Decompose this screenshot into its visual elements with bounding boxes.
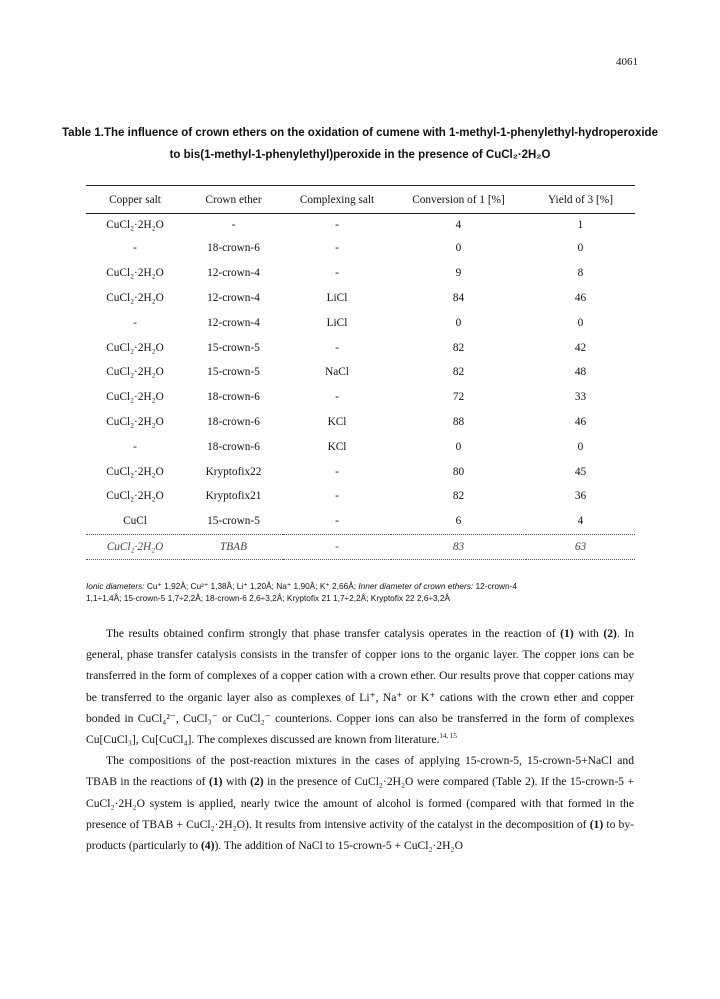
- cell-copper-salt: -: [133, 242, 137, 255]
- cell-conversion: 9: [455, 267, 462, 280]
- page-number: 4061: [616, 56, 638, 68]
- footnote-line-1: [86, 580, 646, 592]
- cell-yield: 1: [577, 219, 584, 231]
- table-row: [86, 236, 635, 261]
- compound-ref: (2): [250, 775, 264, 789]
- cell-conversion: 0: [455, 242, 462, 255]
- cell-conversion: 80: [452, 465, 465, 478]
- cell-yield: 0: [577, 440, 584, 453]
- footnote-inner-values: 12-crown-4: [473, 581, 517, 591]
- cell-copper-salt: -: [133, 440, 137, 453]
- table-row: [86, 261, 635, 286]
- paragraph-2: [86, 750, 634, 856]
- text-run: with: [573, 627, 604, 640]
- table-row: [86, 286, 635, 311]
- table-header-row: [86, 186, 635, 214]
- cell-yield: 46: [574, 291, 587, 304]
- table-row: [86, 459, 635, 484]
- cell-copper-salt: -: [133, 316, 137, 329]
- table-row: [86, 410, 635, 435]
- cell-complexing-salt: -: [335, 341, 339, 354]
- cell-yield: 4: [577, 515, 584, 528]
- cell-yield: 33: [574, 391, 587, 404]
- cell-crown-ether: 15-crown-5: [207, 515, 260, 528]
- table-body: [86, 214, 635, 560]
- text-run: with: [222, 775, 251, 789]
- cell-crown-ether: Kryptofix21: [205, 490, 262, 503]
- cell-conversion: 82: [452, 366, 465, 379]
- caption-formula: CuCl₂·2H₂O: [485, 149, 551, 161]
- cell-crown-ether: Kryptofix22: [205, 465, 262, 478]
- footnote-line-2: 1,1÷1,4Å; 15-crown-5 1,7÷2,2Å; 18-crown-6 2,6÷3,2Å; Kryptofix 21 1,7÷2,2Å; Kryptofix 22 2,6÷3,2Å: [86, 593, 451, 603]
- paragraph-1: [86, 623, 634, 750]
- cell-complexing-salt: KCl: [327, 440, 347, 453]
- compound-ref: (2): [603, 627, 617, 640]
- cell-conversion: 88: [452, 415, 465, 428]
- cell-crown-ether: 18-crown-6: [207, 391, 260, 404]
- cell-crown-ether: 18-crown-6: [207, 242, 260, 255]
- table-row: [86, 214, 635, 237]
- footnote-label-ionic: Ionic diameters:: [86, 581, 145, 591]
- cell-copper-salt: CuCl₂·2H₂O: [106, 490, 164, 503]
- text-run: . In general, phase transfer catalysis consists in the transfer of copper ions to the organic layer. The copper ions can be transferred in the form of complexes of a copper cation with a crown ether. Our results prove that copper cations may be transferred to the organic layer also as complexes of Li⁺, Na⁺ or K⁺ cations with the crown ether and copper bonded in CuCl₄²⁻, CuCl₃⁻ or CuCl₂⁻ counterions. Copper ions can also be transferred in the form of complexes Cu[CuCl₃], Cu[CuCl₄]. The complexes discussed are known from literature.: [86, 627, 634, 747]
- cell-crown-ether: 18-crown-6: [207, 415, 260, 428]
- cell-yield: 0: [577, 316, 584, 329]
- cell-copper-salt: CuCl₂·2H₂O: [106, 366, 164, 379]
- cell-conversion: 83: [391, 534, 526, 560]
- cell-conversion: 82: [452, 341, 465, 354]
- cell-crown-ether: 12-crown-4: [207, 267, 260, 280]
- table-row: [86, 310, 635, 335]
- results-table: [86, 185, 635, 560]
- col-header-conversion: Conversion of 1 [%]: [391, 186, 526, 214]
- table-row: [86, 360, 635, 385]
- cell-complexing-salt: LiCl: [326, 291, 348, 304]
- cell-yield: 0: [577, 242, 584, 255]
- cell-crown-ether: 15-crown-5: [207, 341, 260, 354]
- cell-complexing-salt: -: [335, 219, 339, 231]
- citation-ref: 14, 15: [439, 732, 457, 741]
- cell-copper-salt: CuCl₂·2H₂O: [106, 415, 164, 428]
- compound-ref: (4): [200, 839, 215, 853]
- text-run: to by-products (particularly to: [86, 817, 635, 853]
- cell-yield: 8: [577, 267, 584, 280]
- cell-yield: 36: [574, 490, 587, 503]
- cell-yield: 42: [574, 341, 587, 354]
- cell-conversion: 84: [452, 291, 465, 304]
- footnote-label-inner: Inner diameter of crown ethers:: [358, 581, 474, 591]
- cell-copper-salt: CuCl₂·2H₂O: [86, 534, 184, 560]
- text-run: The compositions of the post-reaction mixtures in the cases of applying 15-crown-5, 15-crown-5+NaCl and TBAB in the reactions of: [86, 754, 634, 789]
- table-row: [86, 484, 635, 509]
- cell-yield: 46: [574, 415, 587, 428]
- cell-conversion: 0: [455, 440, 462, 453]
- cell-crown-ether: 15-crown-5: [207, 366, 260, 379]
- cell-crown-ether: 18-crown-6: [207, 440, 260, 453]
- cell-complexing-salt: -: [335, 242, 339, 255]
- table-row: [86, 509, 635, 534]
- cell-yield: 45: [574, 465, 587, 478]
- cell-complexing-salt: -: [335, 490, 339, 503]
- cell-conversion: 4: [455, 219, 462, 231]
- compound-ref: (1): [560, 627, 574, 640]
- cell-conversion: 82: [452, 490, 465, 503]
- cell-complexing-salt: -: [283, 534, 391, 560]
- cell-conversion: 72: [452, 391, 465, 404]
- compound-ref: (1): [209, 775, 223, 789]
- cell-conversion: 6: [455, 515, 462, 528]
- footnote-ionic-values: Cu⁺ 1,92Å; Cu²⁺ 1,38Å; Li⁺ 1,20Å; Na⁺ 1,90Å; K⁺ 2,66Å;: [144, 581, 359, 591]
- cell-copper-salt: CuCl₂·2H₂O: [106, 341, 164, 354]
- body-text: [86, 623, 634, 856]
- cell-copper-salt: CuCl₂·2H₂O: [106, 291, 164, 304]
- cell-complexing-salt: -: [335, 267, 339, 280]
- cell-crown-ether: TBAB: [184, 534, 283, 560]
- cell-copper-salt: CuCl: [123, 515, 147, 528]
- table-caption: [60, 122, 660, 166]
- table-row: [86, 385, 635, 410]
- cell-crown-ether: 12-crown-4: [207, 316, 260, 329]
- cell-copper-salt: CuCl₂·2H₂O: [106, 219, 164, 231]
- cell-complexing-salt: -: [335, 391, 339, 404]
- cell-crown-ether: -: [231, 219, 236, 231]
- cell-complexing-salt: KCl: [327, 415, 347, 428]
- text-run: ). The addition of NaCl to 15-crown-5 + CuCl₂·2H₂O: [214, 839, 463, 853]
- col-header-crown-ether: Crown ether: [184, 186, 283, 214]
- table-row: [86, 534, 635, 560]
- text-run: in the presence of CuCl₂·2H₂O were compared (Table 2). If the 15-crown-5 + CuCl₂·2H₂O system is applied, nearly twice the amount of alcohol is formed (compared with that formed in the presence of TBAB + CuCl₂·2H₂O). It results from intensive activity of the catalyst in the decomposition of: [86, 775, 634, 831]
- text-run: The results obtained confirm strongly that phase transfer catalysis operates in the reaction of: [106, 627, 561, 640]
- cell-complexing-salt: LiCl: [326, 316, 348, 329]
- cell-complexing-salt: -: [335, 515, 339, 528]
- cell-copper-salt: CuCl₂·2H₂O: [106, 465, 164, 478]
- cell-complexing-salt: -: [335, 465, 339, 478]
- col-header-complexing-salt: Complexing salt: [283, 186, 391, 214]
- cell-conversion: 0: [455, 316, 462, 329]
- cell-copper-salt: CuCl₂·2H₂O: [106, 391, 164, 404]
- cell-complexing-salt: NaCl: [325, 366, 349, 379]
- col-header-copper-salt: Copper salt: [86, 186, 184, 214]
- cell-yield: 63: [526, 534, 635, 560]
- compound-ref: (1): [589, 817, 604, 831]
- col-header-yield: Yield of 3 [%]: [526, 186, 635, 214]
- table-row: [86, 335, 635, 360]
- caption-text: Table 1.The influence of crown ethers on the oxidation of cumene with 1-methyl-1-phenylethyl-hydroperoxide to bis(1-methyl-1-phenylethyl)peroxide in the presence of: [62, 127, 658, 161]
- cell-yield: 48: [574, 366, 587, 379]
- table-row: [86, 434, 635, 459]
- cell-crown-ether: 12-crown-4: [207, 291, 260, 304]
- cell-copper-salt: CuCl₂·2H₂O: [106, 267, 164, 280]
- table-footnote: [86, 580, 646, 604]
